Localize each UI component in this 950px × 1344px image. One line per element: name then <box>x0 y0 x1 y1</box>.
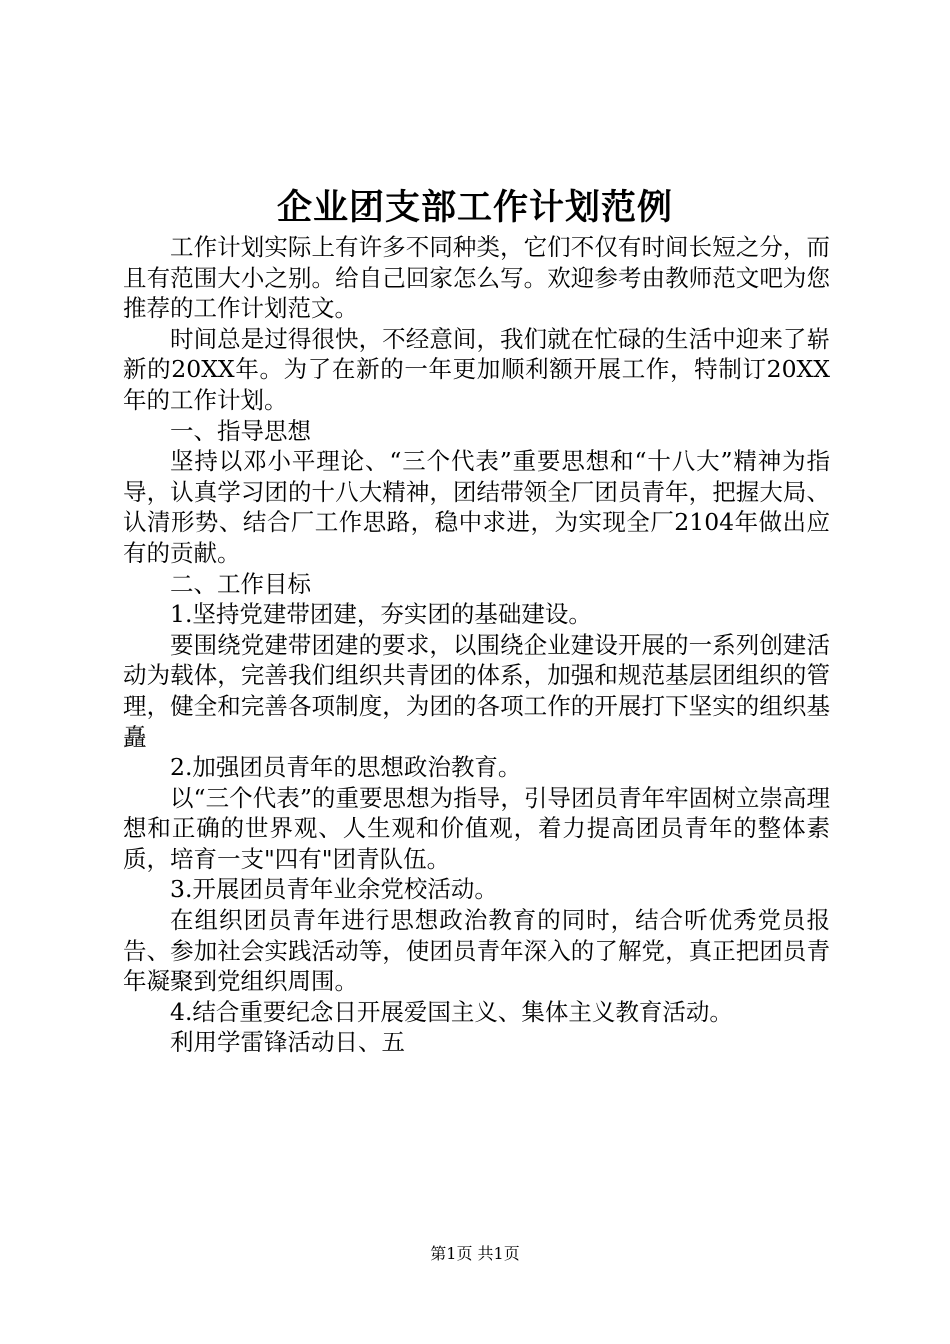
goal-heading-3: 3.开展团员青年业余党校活动。 <box>170 875 498 904</box>
goal-paragraph-2: 以“三个代表”的重要思想为指导，引导团员青年牢固树立崇高理想和正确的世界观、人生观和价值观，着力提高团员青年的整体素质，培育一支"四有"团青队伍。 <box>123 783 830 873</box>
document-title: 企业团支部工作计划范例 <box>276 187 673 228</box>
section-heading-work-goals: 二、工作目标 <box>170 569 311 598</box>
goal-heading-1: 1.坚持党建带团建，夯实团的基础建设。 <box>170 600 592 629</box>
goal-heading-2: 2.加强团员青年的思想政治教育。 <box>170 753 522 782</box>
paragraph-guiding-thought: 坚持以邓小平理论、“三个代表”重要思想和“十八大”精神为指导，认真学习团的十八大精神，团结带领全厂团员青年，把握大局、认清形势、结合厂工作思路，稳中求进，为实现全厂2104年做出应有的贡献。 <box>123 447 830 567</box>
document-body <box>123 232 830 1058</box>
section-heading-guiding-thought: 一、指导思想 <box>170 416 311 445</box>
goal-heading-4: 4.结合重要纪念日开展爱国主义、集体主义教育活动。 <box>170 997 733 1026</box>
paragraph-preface: 时间总是过得很快，不经意间，我们就在忙碌的生活中迎来了崭新的20XX年。为了在新的一年更加顺利额开展工作，特制订20XX年的工作计划。 <box>123 324 830 414</box>
goal-paragraph-3: 在组织团员青年进行思想政治教育的同时，结合听优秀党员报告、参加社会实践活动等，使团员青年深入的了解党，真正把团员青年凝聚到党组织周围。 <box>123 906 830 996</box>
goal-paragraph-4: 利用学雷锋活动日、五 <box>170 1028 405 1057</box>
goal-paragraph-1: 要围绕党建带团建的要求，以围绕企业建设开展的一系列创建活动为载体，完善我们组织共青团的体系，加强和规范基层团组织的管理，健全和完善各项制度，为团的各项工作的开展打下坚实的组织基矗 <box>123 630 830 751</box>
page-number-footer: 第1页 共1页 <box>430 1244 520 1263</box>
paragraph-intro: 工作计划实际上有许多不同种类，它们不仅有时间长短之分，而且有范围大小之别。给自己回家怎么写。欢迎参考由教师范文吧为您推荐的工作计划范文。 <box>123 233 830 323</box>
